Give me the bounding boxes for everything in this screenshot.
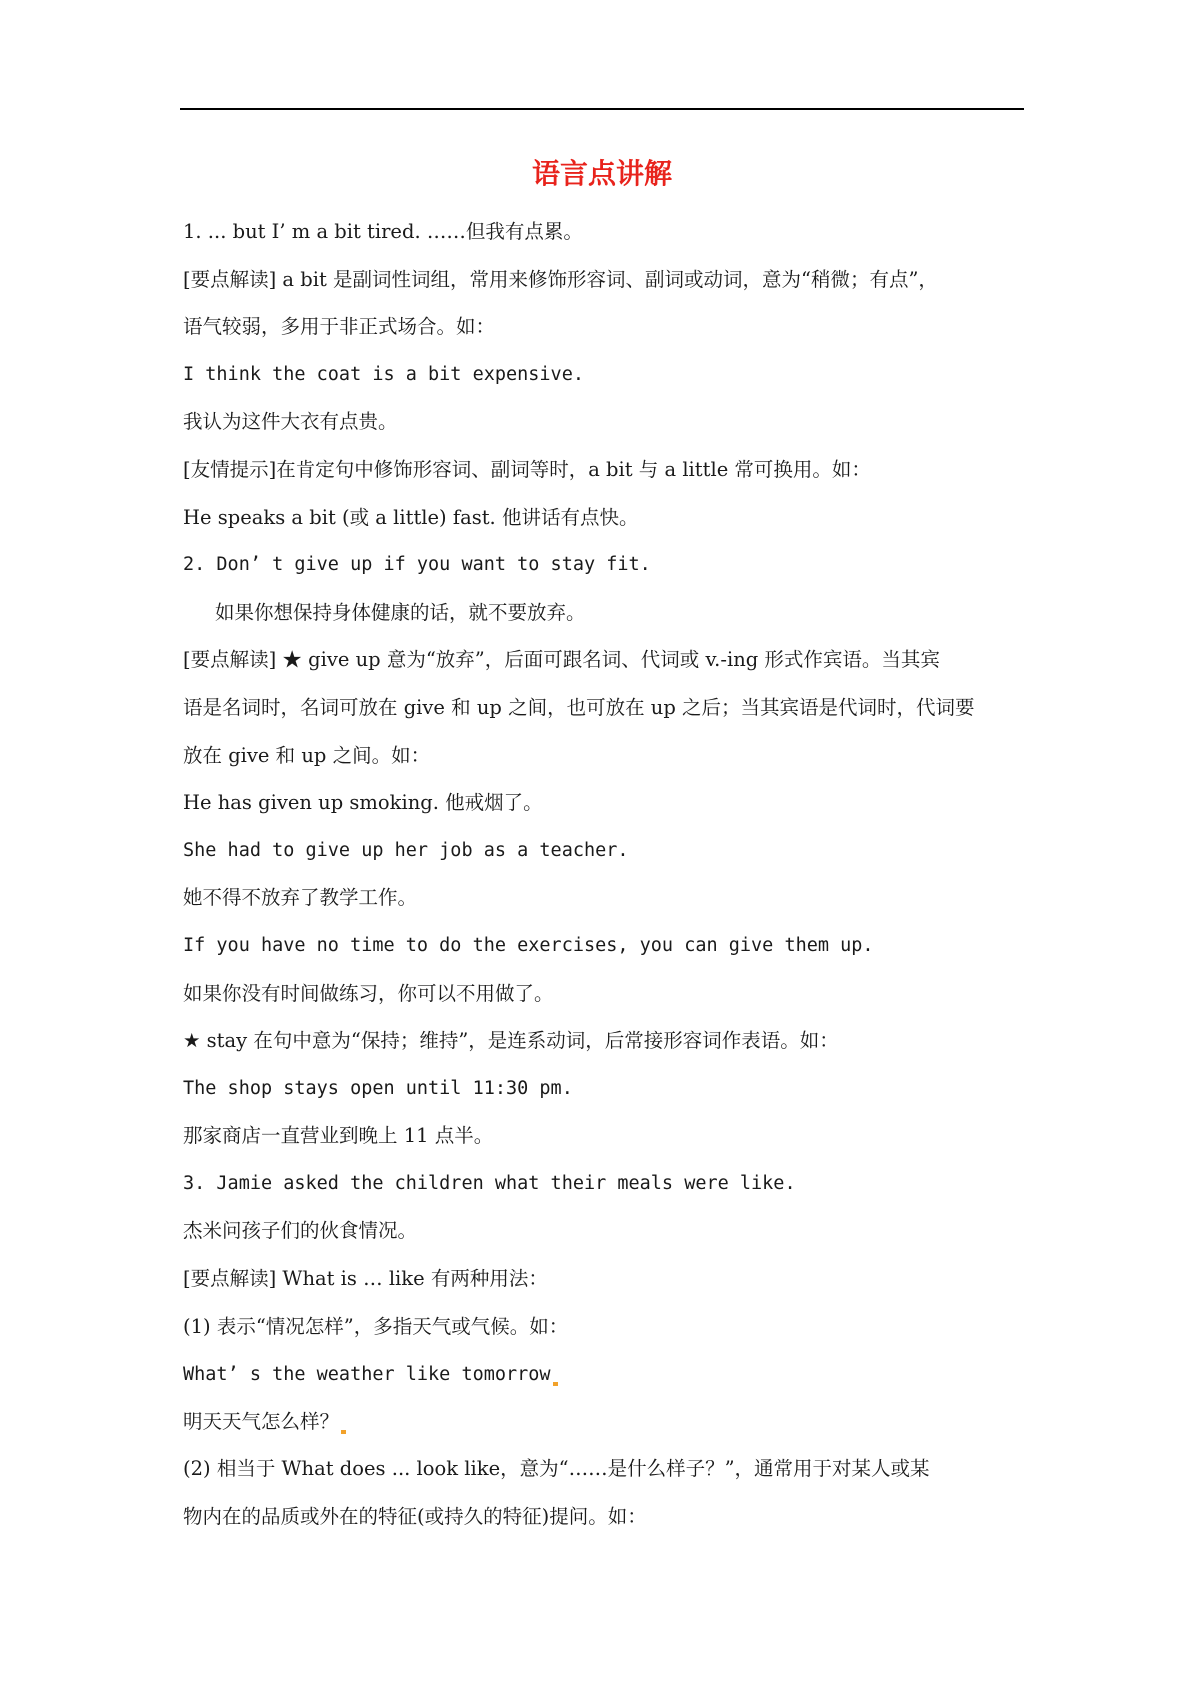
- document-body: [183, 215, 1028, 1548]
- point-1-explanation-cont: 语气较弱，多用于非正式场合。如：: [183, 315, 496, 339]
- example-translation: 如果你没有时间做练习，你可以不用做了。: [183, 981, 554, 1005]
- example-sentence: What’ s the weather like tomorrow: [183, 1364, 551, 1386]
- point-2-explanation-cont: 放在 give 和 up 之间。如：: [183, 743, 431, 767]
- example-translation: 明天天气怎么样？: [183, 1409, 340, 1433]
- example-sentence: I think the coat is a bit expensive.: [183, 363, 584, 385]
- example-sentence: She had to give up her job as a teacher.: [183, 839, 629, 861]
- page-title: 语言点讲解: [531, 157, 672, 190]
- point-3-explanation: [要点解读] What is … like 有两种用法：: [183, 1267, 548, 1291]
- example-sentence: If you have no time to do the exercises, you can give them up.: [183, 934, 874, 956]
- example-sentence: The shop stays open until 11:30 pm.: [183, 1077, 573, 1099]
- example-translation: 那家商店一直营业到晚上 11 点半。: [183, 1124, 494, 1148]
- example-translation: 我认为这件大衣有点贵。: [183, 410, 398, 434]
- header-rule: [180, 108, 1024, 110]
- example-sentence: He has given up smoking. 他戒烟了。: [183, 791, 543, 815]
- point-3-translation: 杰米问孩子们的伙食情况。: [183, 1219, 418, 1243]
- point-2-translation: 如果你想保持身体健康的话，就不要放弃。: [215, 600, 586, 624]
- point-1-tip: [友情提示]在肯定句中修饰形容词、副词等时，a bit 与 a little 常可换用。如：: [183, 457, 871, 481]
- highlight-mark: [553, 1382, 558, 1386]
- point-1-explanation: [要点解读] a bit 是副词性词组，常用来修饰形容词、副词或动词，意为“稍微；有点”，: [183, 267, 938, 291]
- point-1-heading: 1. ... but I’ m a bit tired. ……但我有点累。: [183, 220, 583, 243]
- usage-2: (2) 相当于 What does ... look like，意为“……是什么样子？”，通常用于对某人或某: [183, 1457, 930, 1481]
- point-2-explanation-cont: 语是名词时，名词可放在 give 和 up 之间，也可放在 up 之后；当其宾语是代词时，代词要: [183, 695, 975, 719]
- usage-2-cont: 物内在的品质或外在的特征(或持久的特征)提问。如：: [183, 1505, 647, 1529]
- point-2-explanation: [要点解读] ★ give up 意为“放弃”，后面可跟名词、代词或 v.-ing 形式作宾语。当其宾: [183, 648, 940, 672]
- example-translation: 她不得不放弃了教学工作。: [183, 886, 418, 910]
- usage-1: (1) 表示“情况怎样”，多指天气或气候。如：: [183, 1314, 569, 1338]
- point-2-heading: 2. Don’ t give up if you want to stay fit.: [183, 554, 651, 576]
- highlight-mark: [341, 1430, 346, 1434]
- point-2-stay-note: ★ stay 在句中意为“保持；维持”，是连系动词，后常接形容词作表语。如：: [183, 1029, 839, 1053]
- example-sentence: He speaks a bit (或 a little) fast. 他讲话有点快。: [183, 505, 639, 529]
- point-3-heading: 3. Jamie asked the children what their meals were like.: [183, 1172, 796, 1194]
